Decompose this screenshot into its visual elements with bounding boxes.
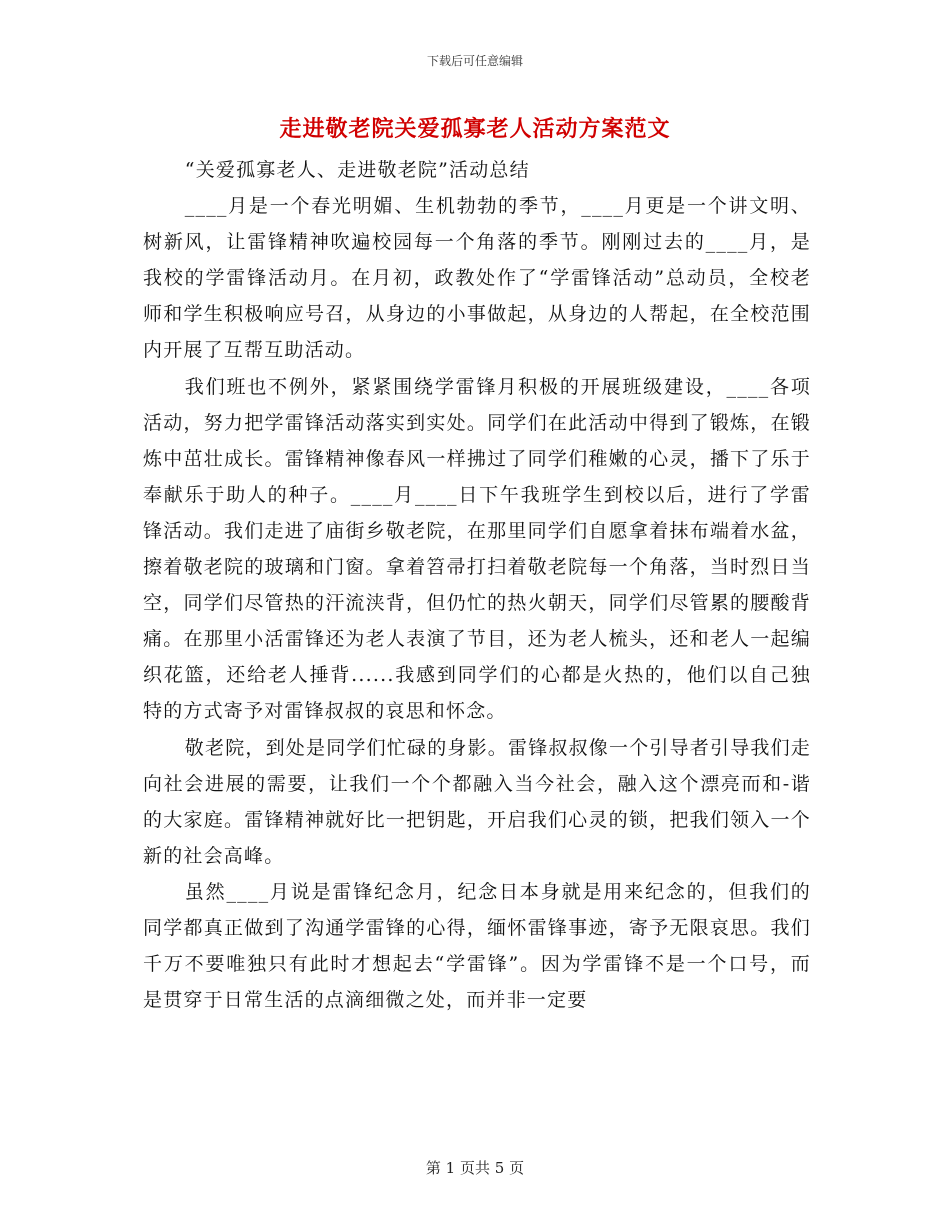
page-header-note: 下载后可任意编辑 bbox=[426, 54, 523, 68]
page-number: 第 1 页共 5 页 bbox=[425, 1159, 525, 1177]
paragraph: ____月是一个春光明媚、生机勃勃的季节，____月更是一个讲文明、树新风，让雷锋精神吹遍校园每一个角落的季节。刚刚过去的____月，是我校的学雷锋活动月。在月初，政教处作了“学雷锋活动”总动员，全校老师和学生积极响应号召，从身边的小事做起，从身边的人帮起，在全校范围内开展了互帮互助活动。 bbox=[143, 195, 811, 362]
paragraph-subtitle: “关爱孤寡老人、走进敬老院”活动总结 bbox=[184, 159, 530, 181]
paragraph: 敬老院，到处是同学们忙碌的身影。雷锋叔叔像一个引导者引导我们走向社会进展的需要，让我们一个个都融入当今社会，融入这个漂亮而和-谐的大家庭。雷锋精神就好比一把钥匙，开启我们心灵的锁，把我们领入一个新的社会高峰。 bbox=[143, 736, 811, 867]
paragraph: 虽然____月说是雷锋纪念月，纪念日本身就是用来纪念的，但我们的同学都真正做到了沟通学雷锋的心得，缅怀雷锋事迹，寄予无限哀思。我们千万不要唯独只有此时才想起去“学雷锋”。因为学雷锋不是一个口号，而是贯穿于日常生活的点滴细微之处，而并非一定要 bbox=[143, 880, 811, 1012]
document-title: 走进敬老院关爱孤寡老人活动方案范文 bbox=[279, 116, 671, 142]
paragraph: 我们班也不例外，紧紧围绕学雷锋月积极的开展班级建设，____各项活动，努力把学雷锋活动落实到实处。同学们在此活动中得到了锻炼，在锻炼中茁壮成长。雷锋精神像春风一样拂过了同学们稚嫩的心灵，播下了乐于奉献乐于助人的种子。____月____日下午我班学生到校以后，进行了学雷锋活动。我们走进了庙街乡敬老院，在那里同学们自愿拿着抹布端着水盆，擦着敬老院的玻璃和门窗。拿着笤帚打扫着敬老院每一个角落，当时烈日当空，同学们尽管热的汗流浃背，但仍忙的热火朝天，同学们尽管累的腰酸背痛。在那里小活雷锋还为老人表演了节目，还为老人梳头，还和老人一起编织花篮，还给老人捶背......我感到同学们的心都是火热的，他们以自己独特的方式寄予对雷锋叔叔的哀思和怀念。 bbox=[143, 375, 811, 723]
document-body bbox=[143, 152, 811, 1018]
